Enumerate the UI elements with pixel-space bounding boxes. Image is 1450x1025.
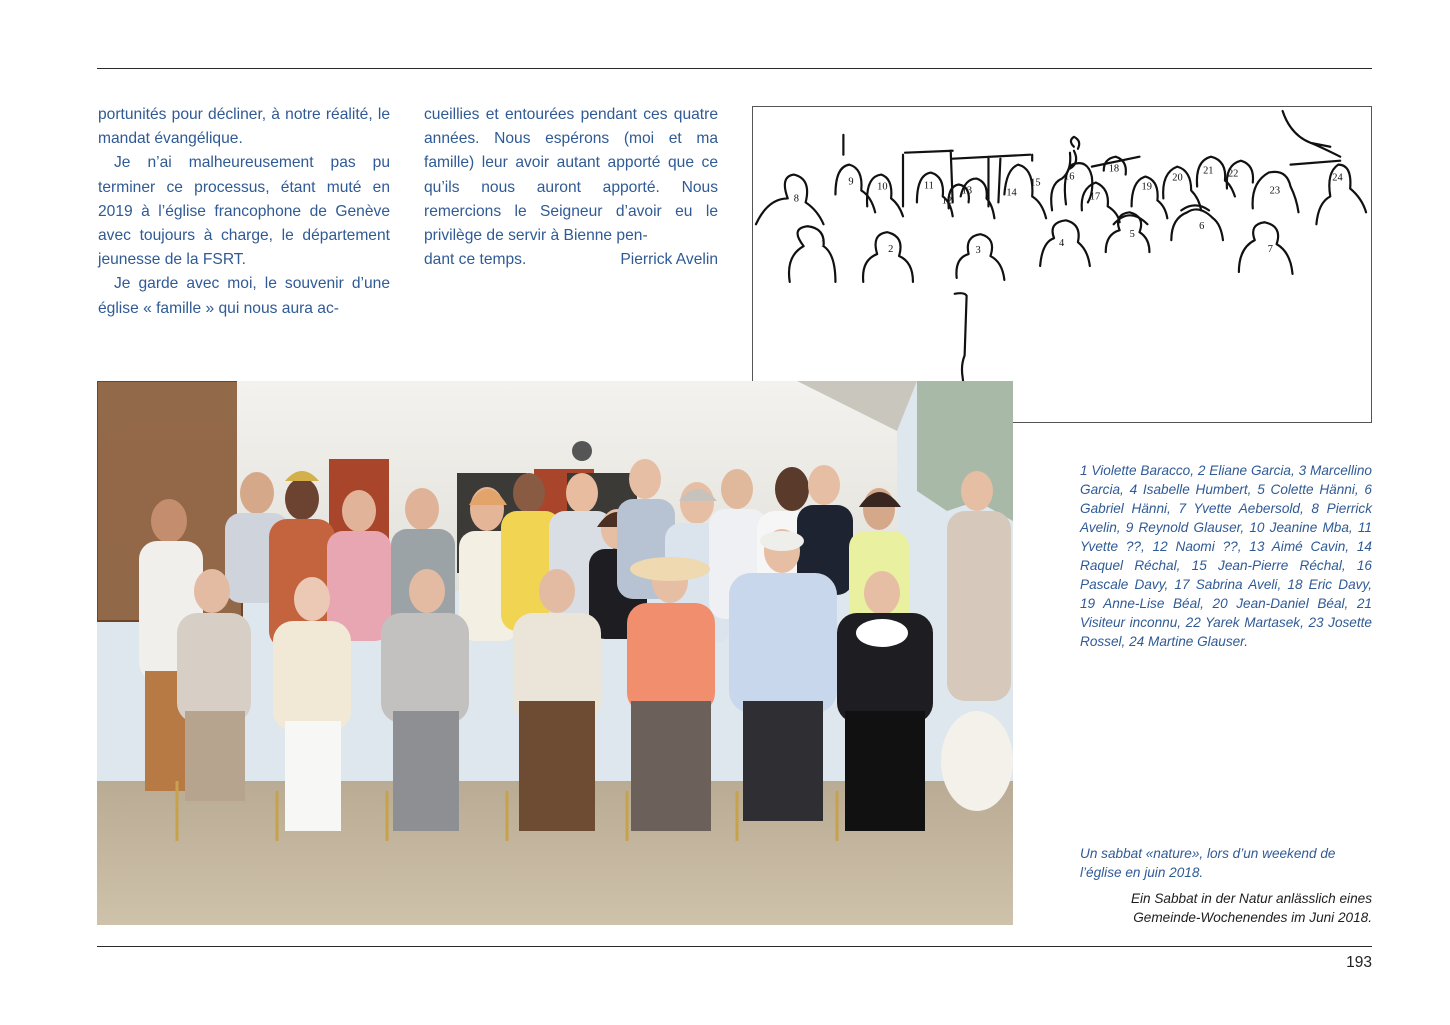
- paragraph-end: dant ce temps.: [424, 251, 527, 269]
- label-20: 20: [1172, 172, 1183, 184]
- author-signature: Pierrick Avelin: [620, 251, 718, 269]
- label-8: 8: [793, 193, 799, 205]
- people-identification-diagram: [752, 106, 1372, 423]
- silhouette-3: [956, 234, 1004, 280]
- label-12: 12: [941, 195, 953, 207]
- label-16: 16: [1063, 171, 1075, 183]
- silhouette-1: [789, 226, 835, 282]
- label-5: 5: [1129, 229, 1135, 241]
- label-24: 24: [1332, 172, 1343, 184]
- page-number: 193: [1346, 954, 1372, 971]
- label-15: 15: [1030, 177, 1041, 189]
- label-9: 9: [848, 176, 854, 188]
- label-11: 11: [923, 180, 934, 192]
- signature-line: [424, 248, 718, 272]
- label-19: 19: [1141, 181, 1152, 193]
- paragraph: Je garde avec moi, le souvenir d’une église « famille » qui nous aura ac-: [98, 275, 390, 317]
- text-column-left: [98, 103, 390, 321]
- label-21: 21: [1203, 165, 1214, 177]
- caption-german: Ein Sabbat in der Natur anlässlich eines Gemeinde-Wochenendes im Juni 2018.: [1130, 891, 1372, 925]
- text-column-right: [424, 103, 718, 272]
- label-1: 1: [820, 239, 826, 251]
- label-3: 3: [975, 245, 981, 257]
- silhouette-8: [756, 175, 824, 225]
- silhouette-6: [1171, 205, 1223, 240]
- group-photo: [97, 381, 1013, 925]
- label-23: 23: [1269, 185, 1281, 197]
- label-4: 4: [1059, 238, 1065, 250]
- label-18: 18: [1108, 163, 1120, 175]
- bottom-rule: [97, 946, 1372, 947]
- label-2: 2: [888, 244, 894, 256]
- silhouette-5: [1106, 212, 1150, 252]
- label-10: 10: [877, 181, 888, 193]
- label-7: 7: [1267, 244, 1273, 256]
- top-rule: [97, 68, 1372, 69]
- label-22: 22: [1227, 168, 1239, 180]
- silhouette-2: [863, 232, 913, 282]
- paragraph: portunités pour décliner, à notre réalité, le mandat évangélique.: [98, 106, 390, 148]
- photo-legend: 1 Violette Baracco, 2 Eliane Garcia, 3 Marcellino Garcia, 4 Isabelle Humbert, 5 Colette Hänni, 6 Gabriel Hänni, 7 Yvette Aebersold, 8 Pierrick Avelin, 9 Reynold Glauser, 10 Jeanine Mba, 11 Yvette ??, 12 Naomi ??, 13 Aimé Cavin, 14 Raquel Réchal, 15 Jean-Pierre Réchal, 16 Pascale Davy, 17 Sabrina Aveli, 18 Eric Davy, 19 Anne-Lise Béal, 20 Jean-Daniel Béal, 21 Visiteur inconnu, 22 Yarek Martasek, 23 Josette Rossel, 24 Martine Glauser.: [1080, 463, 1372, 649]
- caption-french: Un sabbat «nature», lors d’un weekend de l’église en juin 2018.: [1080, 846, 1336, 880]
- label-13: 13: [961, 185, 973, 197]
- silhouette-4: [1040, 220, 1090, 266]
- paragraph: cueillies et entourées pendant ces quatre années. Nous espérons (moi et ma famille) leur avoir autant apporté que ce qu’ils nous auront apporté. Nous remercions le Seigneur d’avoir eu le privilège de servir à Bienne pen-: [424, 106, 718, 245]
- paragraph: Je n’ai malheureusement pas pu terminer ce processus, étant muté en 2019 à l’église francophone de Genève avec toujours à charge, le département jeunesse de la FSRT.: [98, 154, 390, 269]
- label-6: 6: [1199, 221, 1205, 233]
- label-14: 14: [1006, 187, 1017, 199]
- label-17: 17: [1089, 191, 1101, 203]
- silhouette-7: [1239, 222, 1293, 274]
